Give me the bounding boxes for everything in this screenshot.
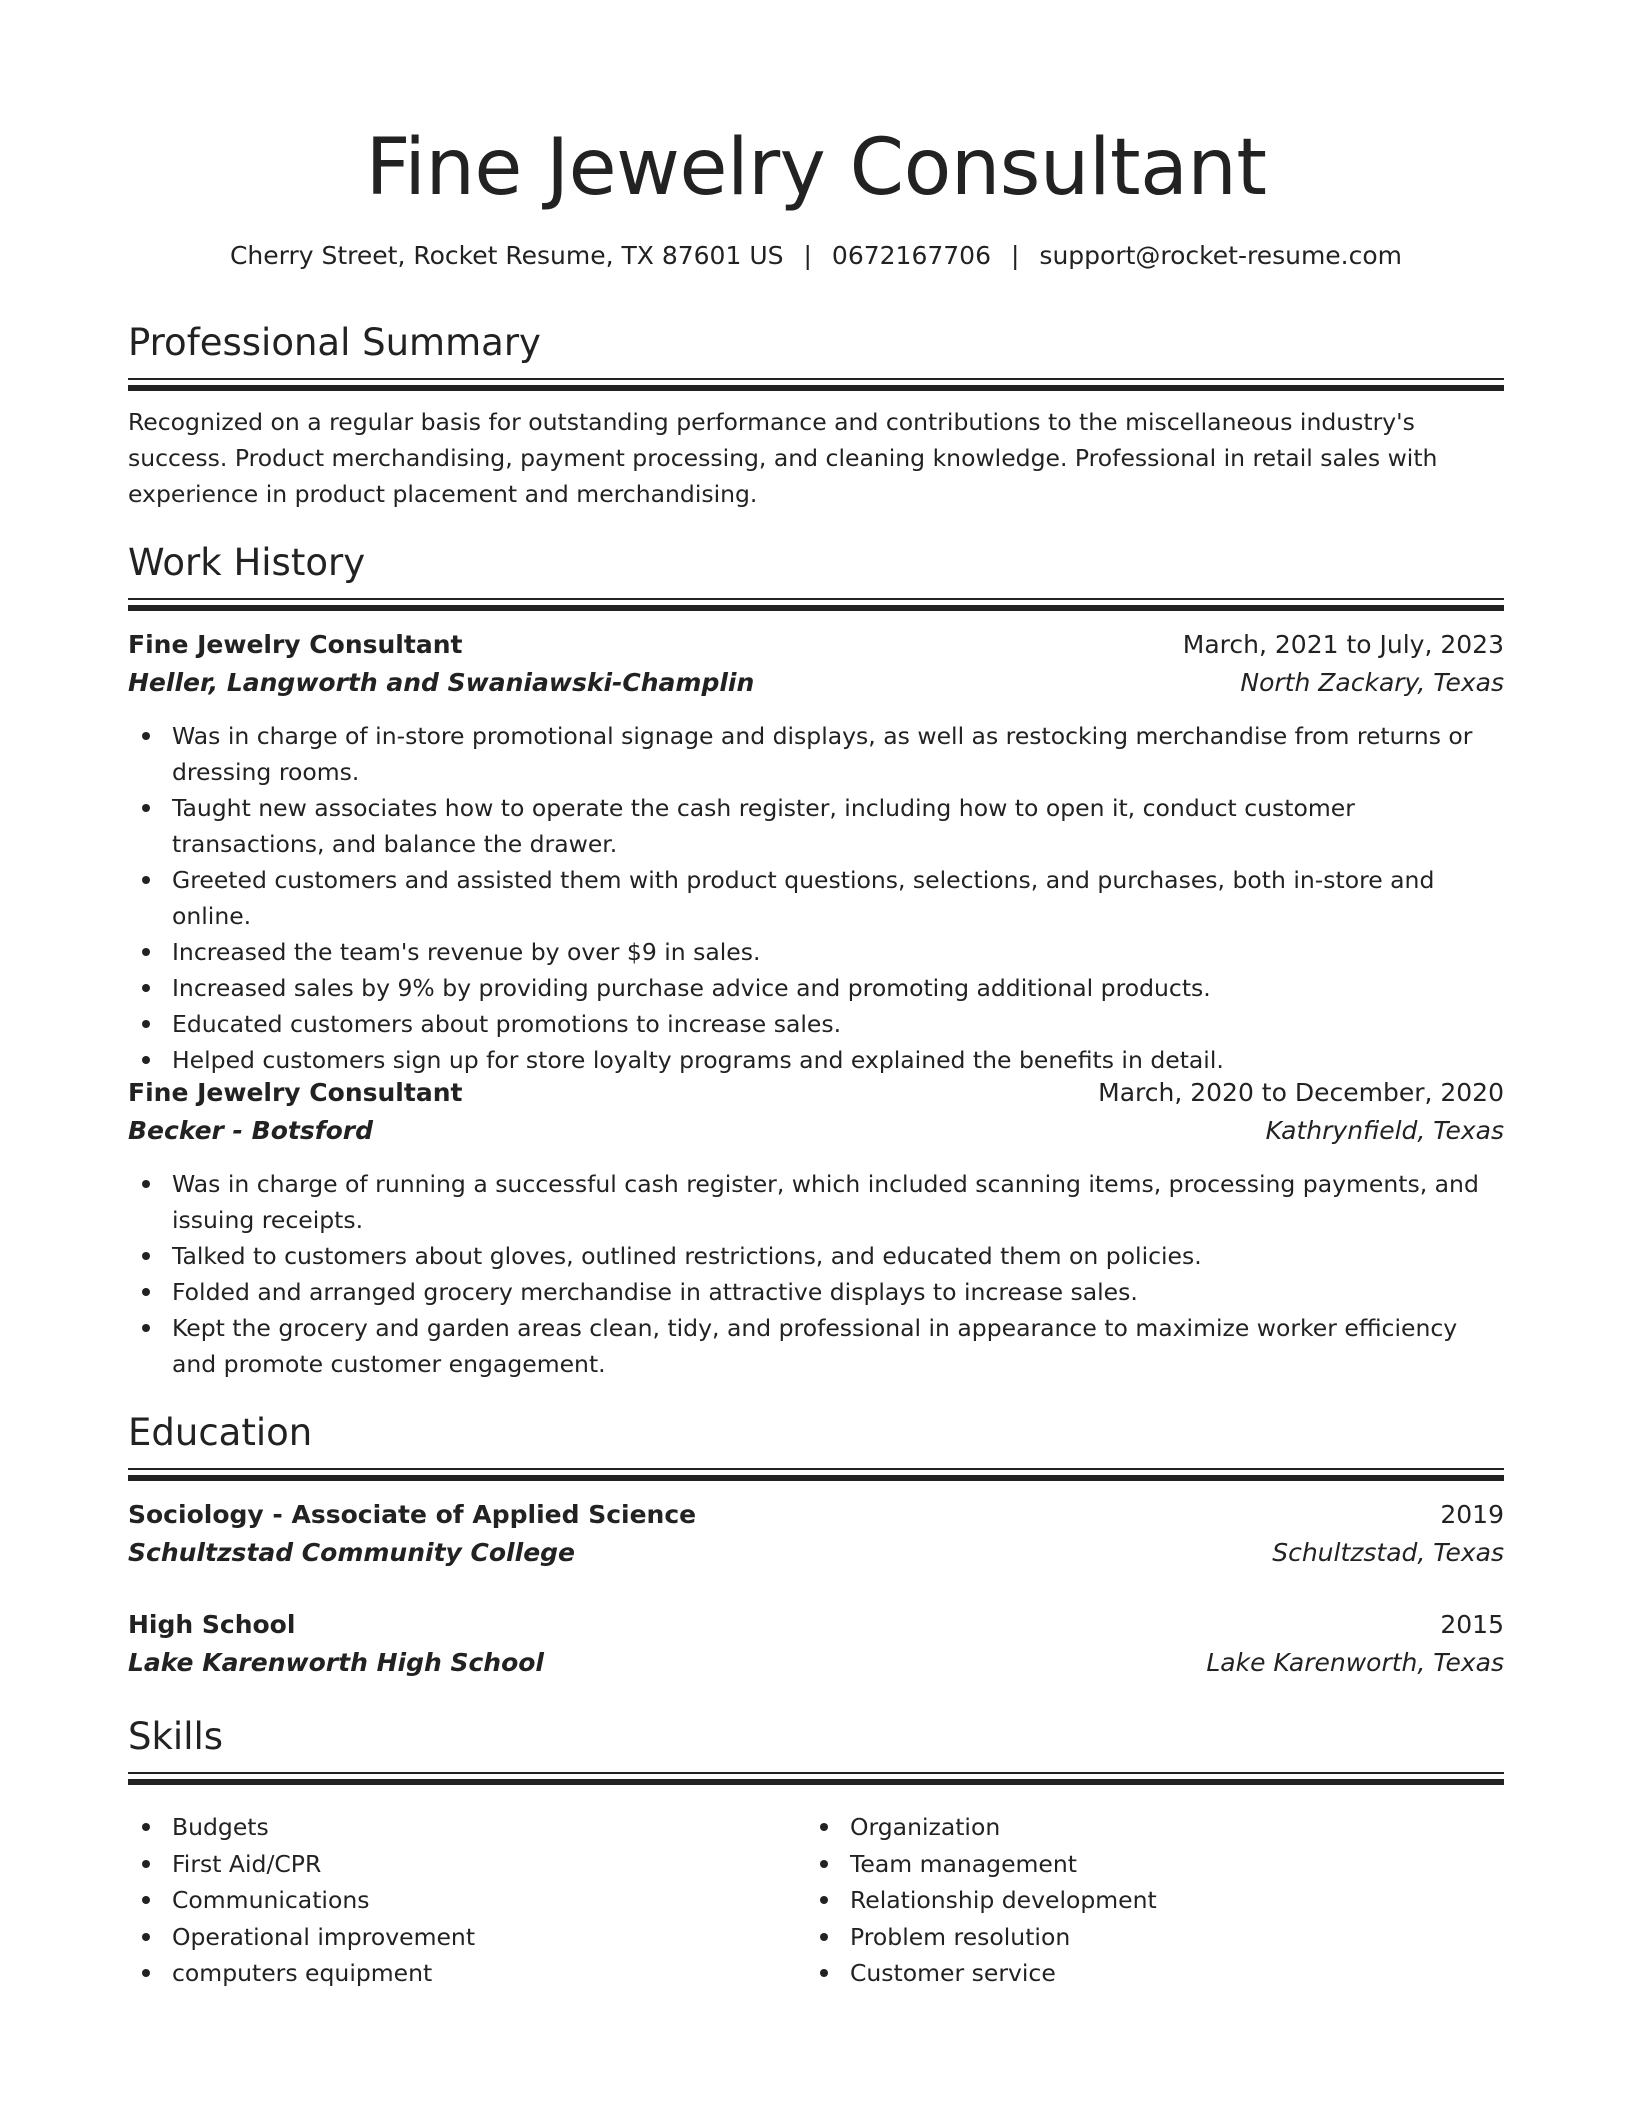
list-item: Kept the grocery and garden areas clean, tidy, and professional in appearance to maximize worker efficiency and promote customer engagement.	[128, 1310, 1504, 1382]
job-subheader	[128, 664, 1504, 702]
list-item: Taught new associates how to operate the cash register, including how to open it, conduct customer transactions, and balance the drawer.	[128, 790, 1504, 862]
list-item: Helped customers sign up for store loyalty programs and explained the benefits in detail.	[128, 1042, 1504, 1078]
contact-phone: 0672167706	[831, 241, 991, 270]
job-company: Heller, Langworth and Swaniawski-Champlin	[128, 668, 755, 697]
contact-separator: |	[803, 241, 812, 270]
job-subheader	[128, 1112, 1504, 1150]
skill-item: Relationship development	[806, 1882, 1466, 1919]
skill-item: computers equipment	[128, 1955, 788, 1992]
education-year: 2015	[1440, 1610, 1504, 1639]
list-item: Talked to customers about gloves, outlined restrictions, and educated them on policies.	[128, 1238, 1504, 1274]
education-header	[128, 1496, 1504, 1534]
education-location: Schultzstad, Texas	[1272, 1538, 1504, 1567]
education-header	[128, 1606, 1504, 1644]
education-school: Schultzstad Community College	[128, 1538, 575, 1567]
list-item: Was in charge of running a successful cash register, which included scanning items, processing payments, and issuing receipts.	[128, 1166, 1504, 1238]
contact-line	[128, 236, 1504, 276]
section-title-summary: Professional Summary	[128, 321, 541, 364]
job-company: Becker - Botsford	[128, 1116, 373, 1145]
skills-list-left	[128, 1809, 788, 1992]
education-school: Lake Karenworth High School	[128, 1648, 545, 1677]
job-bullets	[128, 718, 1504, 1078]
section-divider	[128, 378, 1504, 391]
skill-item: Operational improvement	[128, 1919, 788, 1956]
skill-item: Problem resolution	[806, 1919, 1466, 1956]
education-subheader	[128, 1644, 1504, 1682]
job-location: Kathrynfield, Texas	[1265, 1116, 1504, 1145]
skill-item: Communications	[128, 1882, 788, 1919]
job-header	[128, 1074, 1504, 1112]
contact-email: support@rocket-resume.com	[1039, 241, 1403, 270]
education-subheader	[128, 1534, 1504, 1572]
section-divider	[128, 1468, 1504, 1481]
list-item: Increased sales by 9% by providing purchase advice and promoting additional products.	[128, 970, 1504, 1006]
job-location: North Zackary, Texas	[1240, 668, 1504, 697]
skill-item: Organization	[806, 1809, 1466, 1846]
job-dates: March, 2021 to July, 2023	[1182, 630, 1504, 659]
list-item: Was in charge of in-store promotional signage and displays, as well as restocking merchandise from returns or dressing rooms.	[128, 718, 1504, 790]
list-item: Greeted customers and assisted them with product questions, selections, and purchases, both in-store and online.	[128, 862, 1504, 934]
skill-item: Budgets	[128, 1809, 788, 1846]
skill-item: First Aid/CPR	[128, 1846, 788, 1883]
job-role: Fine Jewelry Consultant	[128, 630, 463, 659]
section-divider	[128, 1772, 1504, 1785]
job-dates: March, 2020 to December, 2020	[1098, 1078, 1504, 1107]
resume-name: Fine Jewelry Consultant	[365, 123, 1267, 213]
contact-address: Cherry Street, Rocket Resume, TX 87601 US	[229, 241, 784, 270]
summary-text: Recognized on a regular basis for outstanding performance and contributions to the miscellaneous industry's success. Product merchandising, payment processing, and cleaning knowledge. Professional in retail sales with experience in product placement and merchandising.	[128, 408, 1438, 508]
job-role: Fine Jewelry Consultant	[128, 1078, 463, 1107]
skill-item: Customer service	[806, 1955, 1466, 1992]
section-title-skills: Skills	[128, 1715, 224, 1758]
contact-separator: |	[1010, 241, 1020, 270]
list-item: Increased the team's revenue by over $9 in sales.	[128, 934, 1504, 970]
list-item: Educated customers about promotions to increase sales.	[128, 1006, 1504, 1042]
section-divider	[128, 598, 1504, 611]
skills-list-right	[806, 1809, 1466, 1992]
section-title-education: Education	[128, 1411, 313, 1454]
education-year: 2019	[1440, 1500, 1504, 1529]
list-item: Folded and arranged grocery merchandise in attractive displays to increase sales.	[128, 1274, 1504, 1310]
skill-item: Team management	[806, 1846, 1466, 1883]
education-degree: Sociology - Associate of Applied Science	[128, 1500, 697, 1529]
education-degree: High School	[128, 1610, 296, 1639]
education-location: Lake Karenworth, Texas	[1206, 1648, 1504, 1677]
job-bullets	[128, 1166, 1504, 1382]
section-title-work: Work History	[128, 541, 366, 584]
job-header	[128, 626, 1504, 664]
